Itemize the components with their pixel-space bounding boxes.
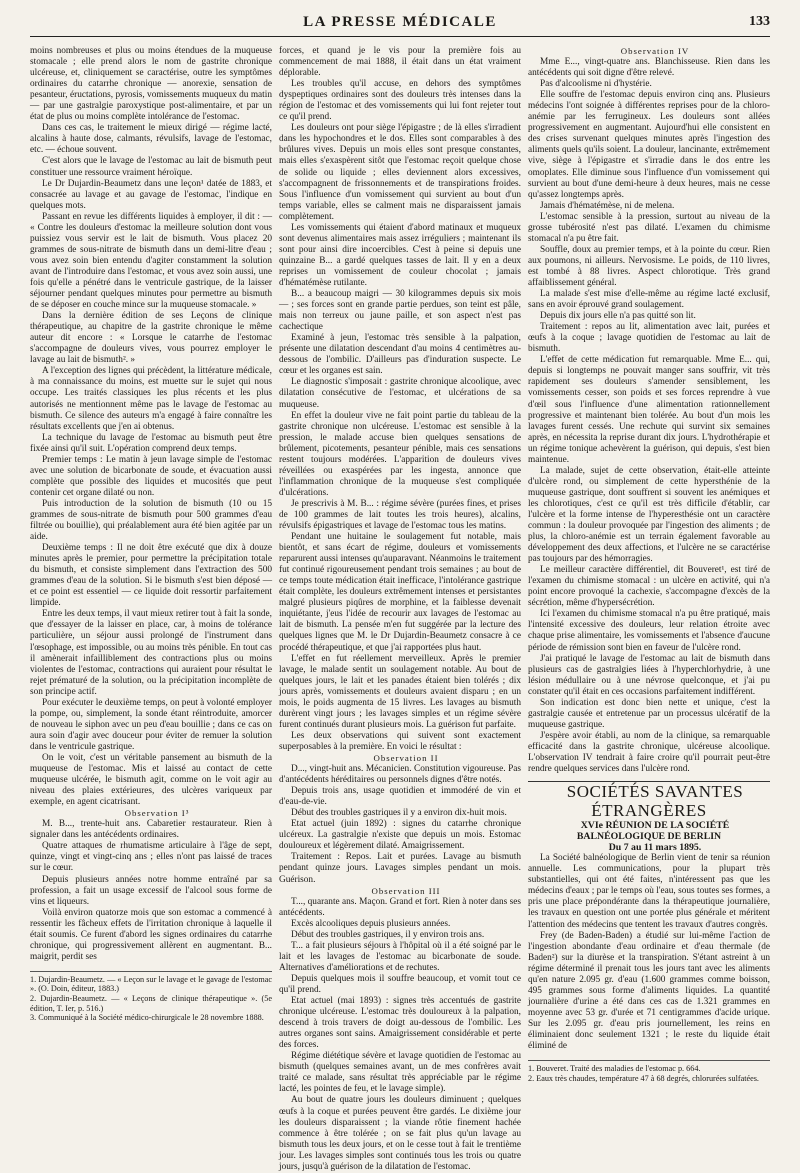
article-paragraph: Pour exécuter le deuxième temps, on peut à volonté employer la pompe, ou, simplement, la sonde étant réintroduite, amorcer de nouveau le siphon avec un peu d'eau bouillie ; dans ce cas on aura soin d'agir avec douceur pour éviter de remuer la solution dans le ventricule gastrique. xyxy=(30,697,272,752)
article-paragraph: Entre les deux temps, il vaut mieux retirer tout à fait la sonde, que d'essayer de la laisser en place, car, à moins de tolérance particulière, un séjour aussi prolongé de l'instrument dans l'œsophage, est impossible, ou au moins très pénible. En tout cas il amènerait infailliblement des contractions plus ou moins violentes de l'estomac, contractions qui auraient pour résultat le rejet prématuré de la solution, ou la précipitation incomplète de son principe actif. xyxy=(30,609,272,697)
observation-paragraph: Pas d'alcoolisme ni d'hystérie. xyxy=(540,79,652,90)
article-paragraph: forces, et quand je le vis pour la première fois au commencement de mai 1888, il était dans un état vraiment déplorable. xyxy=(279,46,521,79)
observation-paragraph: Le meilleur caractère différentiel, dit Bouveret¹, est tiré de l'examen du chimisme stomacal : un ulcère en activité, qui n'a point encore provoqué la cachexie, s'accompagne d'excès de la sécrétion, même d'hypersécrétion. xyxy=(528,565,770,609)
report-paragraph: Frey (de Baden-Baden) a étudié sur lui-même l'action de l'ingestion abondante d'eau ordinaire et d'eau thermale (de Baden²) sur la diurèse et la transpiration. S'étant astreint à un régime déterminé il prenait tous les jours tant avec les aliments qu'en nature 2.095 gr. d'eau (1.600 grammes comme boisson, 495 grammes sous forme d'aliments liquides. La quantité journalière d'urine a été dans ces cas de 1.321 grammes en moyenne avec 53 gr. d'urée et 71 centigrammes d'acide urique. Sur les 2.095 gr. d'eau pris journellement, les reins en éliminaient donc seulement 1321 ; le reste du liquide était éliminé de xyxy=(528,930,770,1052)
journal-title: LA PRESSE MÉDICALE xyxy=(303,14,497,30)
observation-heading: Observation III xyxy=(371,885,441,896)
article-paragraph: L'effet en fut réellement merveilleux. Après le premier lavage, le malade sentit un soulagement notable. Au bout de quelques jours, le lait et les panades étaient bien tolérés ; dix jours après, vomissements et douleurs avaient disparu ; en un mois, le poids augmenta de 15 livres. Les lavages au bismuth durèrent vingt jours ; les lavages simples et un régime sévère furent continués durant plusieurs mois. La guérison fut parfaite. xyxy=(279,653,521,730)
article-paragraph: Dans ces cas, le traitement le mieux dirigé — régime lacté, alcalins à haute dose, calmants, révulsifs, lavage de l'estomac, etc. — échoue souvent. xyxy=(30,123,272,156)
observation-heading: Observation II xyxy=(373,753,439,763)
observation-paragraph: La malade s'est mise d'elle-même au régime lacté exclusif, sans en avoir éprouvé grand soulagement. xyxy=(528,289,770,311)
article-paragraph: Examiné à jeun, l'estomac très sensible à la palpation, présente une dilatation descendant d'au moins 4 centimètres au-dessous de l'ombilic. D'ailleurs pas d'induration suspecte. Le cœur et les organes est sain. xyxy=(279,333,521,377)
observation-paragraph: J'ai pratiqué le lavage de l'estomac au lait de bismuth dans plusieurs cas de gastralgies liées à l'hyperchlorhydrie, à une lésion médullaire ou à une névrose quelconque, et j'ai pu constater qu'il était en ces occasions parfaitement indifférent. xyxy=(528,653,770,697)
observation-paragraph: Mme E..., vingt-quatre ans. Blanchisseuse. Rien dans les antécédents qui soit digne d'être relevé. xyxy=(528,57,770,79)
observation-paragraph: T..., quarante ans. Maçon. Grand et fort. Rien à noter dans ses antécédents. xyxy=(279,896,521,918)
section-subtitle: XVIe RÉUNION DE LA SOCIÉTÉ BALNÉOLOGIQUE DE BERLIN xyxy=(576,820,730,843)
article-paragraph: Premier temps : Le matin à jeun lavage simple de l'estomac avec une solution de bicarbonate de soude, et évacuation aussi complète que possible des liquides et mucosités que peut contenir cet organe dilaté ou non. xyxy=(30,454,272,498)
article-paragraph: Deuxième temps : Il ne doit être exécuté que dix à douze minutes après le premier, pour permettre la précipitation totale du bismuth, et consiste simplement dans l'extraction des 500 grammes d'eau de la solution. Si le bismuth s'est bien déposé — et ce point est essentiel — ce liquide doit ressortir parfaitement limpide. xyxy=(30,543,272,609)
article-paragraph: moins nombreuses et plus ou moins étendues de la muqueuse stomacale ; elle prend alors le nom de gastrite chronique ulcéreuse, et, cliniquement se caractérise, outre les symptômes ordinaires du catarrhe chronique — anorexie, sensation de pesanteur, éructations, pyrosis, vomissements muqueux du matin — par une gastralgie paroxystique post-alimentaire, et par un état de plus ou moins complète intolérance de l'estomac. xyxy=(30,46,272,123)
column-2 xyxy=(279,46,521,1172)
article-paragraph: Les vomissements qui étaient d'abord matinaux et muqueux sont devenus alimentaires mais assez irréguliers ; maintenant ils sont pour ainsi dire incoercibles. C'est à peine si depuis une quinzaine B... a gardé quelques tasses de lait. Il y en a deux reprises un vomissement de couleur chocolat ; jamais d'hématémèse rutilante. xyxy=(279,222,521,288)
observation-paragraph: Etat actuel (juin 1892) : signes du catarrhe chronique ulcéreux. La gastralgie n'existe que depuis un mois. Estomac douloureux et légèrement dilaté. Amaigrissement. xyxy=(279,819,521,852)
observation-paragraph: Traitement : Repos. Lait et purées. Lavage au bismuth pendant quinze jours. Lavages simples pendant un mois. Guérison. xyxy=(279,852,521,885)
report-paragraph: La Société balnéologique de Berlin vient de tenir sa réunion annuelle. Les communications, pour la plupart très substantielles, qui ont été faites, n'intéressent pas que les médecins d'eaux ; par le temps où l'eau, sous toutes ses formes, a pris une place prépondérante dans la thérapeutique journalière, les travaux en question ont une portée plus générale et méritent l'attention des médecins que tentent les travaux d'autres congrès. xyxy=(528,853,770,930)
footnote: 3. Communiqué à la Société médico-chirurgicale le 28 novembre 1888. xyxy=(30,1013,264,1023)
observation-paragraph: Traitement : repos au lit, alimentation avec lait, purées et œufs à la coque ; lavage quotidien de l'estomac au lait de bismuth. xyxy=(528,322,770,355)
article-paragraph: On le voit, c'est un véritable pansement au bismuth de la muqueuse de l'estomac. Mis et laissé au contact de cette muqueuse ulcérée, le bismuth agit, comme on le voit agir au niveau des plaies extérieures, des ulcères variqueux par exemple, en agent cicatrisant. xyxy=(30,753,272,808)
footnotes xyxy=(528,1060,770,1083)
footnote: 1. Bouveret. Traité des maladies de l'estomac p. 664. xyxy=(528,1064,701,1074)
section-date: Du 7 au 11 mars 1895. xyxy=(608,842,702,854)
observation-paragraph: Depuis quelques mois il souffre beaucoup, et vomit tout ce qu'il prend. xyxy=(279,973,521,995)
observation-paragraph: L'effet de cette médication fut remarquable. Mme E... qui, depuis si longtemps ne pouvait manger sans souffrir, vit très rapidement ses douleurs s'amender sensiblement, les vomissements cesser, son poids et ses forces reprendre à vue d'œil sous l'influence d'une alimentation rationnellement progressive et maintenant bien tolérée. Au bout d'un mois les lavages furent cessés. Une rechute qui survint six semaines après, en nécessita la reprise durant dix jours. L'hydrothérapie et un régime tonique achevèrent la guérison, qui depuis, s'est bien maintenue. xyxy=(528,355,770,465)
column-1 xyxy=(30,46,272,1107)
observation-paragraph: Voilà environ quatorze mois que son estomac a commencé à ressentir les fâcheux effets de l'irritation chronique à laquelle il était soumis. Ce furent d'abord les signes ordinaires du catarrhe chronique, qui progressivement allèrent en augmentant. B... maigrit, perdit ses xyxy=(30,907,272,962)
observation-heading: Observation IV xyxy=(620,46,690,56)
observation-paragraph: Depuis dix jours elle n'a pas quitté son lit. xyxy=(540,311,696,322)
footnote: 1. Dujardin-Beaumetz. — « Leçon sur le lavage et le gavage de l'estomac ». (O. Doin, éditeur, 1883.) xyxy=(30,974,272,994)
article-paragraph: Les deux observations qui suivent sont exactement superposables à la première. En voici le résultat : xyxy=(279,730,521,752)
article-paragraph: Puis introduction de la solution de bismuth (10 ou 15 grammes de sous-nitrate de bismuth pour 500 grammes d'eau filtrée ou bouillie), qui préalablement aura été bien agitée par un aide. xyxy=(30,498,272,543)
observation-heading: Observation I³ xyxy=(124,808,190,819)
observation-paragraph: J'espère avoir établi, au nom de la clinique, sa remarquable efficacité dans la gastrite chronique, ulcéreuse alcoolique. L'observation IV tendrait à faire croire qu'il pourrait peut-être rendre quelques services dans l'ulcère rond. xyxy=(528,730,770,775)
observation-paragraph: Ici l'examen du chimisme stomacal n'a pu être pratiqué, mais l'intensité excessive des douleurs, leur relation étroite avec chaque prise alimentaire, les vomissements et l'absence d'aucune période de rémission sont bien en faveur de l'ulcère rond. xyxy=(528,609,770,653)
article-paragraph: Dans la dernière édition de ses Leçons de clinique thérapeutique, au chapitre de la gastrite chronique le même auteur dit encore : « Lorsque le catarrhe de l'estomac s'accompagne de douleurs vives, vous pourrez employer le lavage au lait de bismuth². » xyxy=(30,311,272,366)
observation-paragraph: Depuis trois ans, usage quotidien et immodéré de vin et d'eau-de-vie. xyxy=(279,786,521,808)
observation-paragraph: Son indication est donc bien nette et unique, c'est la gastralgie causée et entretenue par un processus ulcératif de la muqueuse gastrique. xyxy=(528,697,770,730)
observation-paragraph: Souffle, doux au premier temps, et à la pointe du cœur. Rien aux poumons, ni ailleurs. Nervosisme. Le poids, de 110 livres, est tombé à 88 livres. Aspect chlorotique. Très grand affaiblissement général. xyxy=(528,244,770,288)
page-header xyxy=(30,14,770,37)
footnote: 2. Dujardin-Beaumetz. — « Leçons de clinique thérapeutique ». (5e édition, T. Ier, p. 516.) xyxy=(30,994,272,1013)
article-paragraph: Les troubles qu'il accuse, en dehors des symptômes dyspeptiques ordinaires sont des douleurs très intenses dans la région de l'estomac et des vomissements qui lui font rejeter tout ce qu'il prend. xyxy=(279,79,521,123)
footnotes xyxy=(30,971,272,1023)
article-paragraph: La technique du lavage de l'estomac au bismuth peut être fixée ainsi qu'il suit. L'opération comprend deux temps. xyxy=(30,432,272,454)
article-paragraph: Les douleurs ont pour siège l'épigastre ; de là elles s'irradient dans les hypochondres et le dos. Elles sont comparables à des brûlures vives. Depuis un mois elles sont presque constantes, mais elles s'exaspèrent sitôt que l'estomac reçoit quelque chose de solide ou liquide ; elles deviennent alors excessives, s'accompagnent de frissonnements et de transpirations froides. Sous l'influence d'un vomissement qui survient au bout d'un temps variable, elles se calment mais ne disparaissent jamais complètement. xyxy=(279,123,521,222)
observation-paragraph: Elle souffre de l'estomac depuis environ cinq ans. Plusieurs médecins l'ont soignée à différentes reprises pour de la chloro-anémie par les ferrugineux. Les douleurs sont allées progressivement en augmentant. Aujourd'hui elle consistent en des crises survenant quelques minutes après l'ingestion des aliments quels qu'ils soient. La douleur, lancinante, extrêmement vive, siège à l'épigastre et s'irradie dans le dos entre les omoplates. Elle diminue sous l'influence d'un vomissement qui survient au bout d'une demi-heure à deux heures, mais ne cesse qu'assez longtemps après. xyxy=(528,90,770,200)
page-number: 133 xyxy=(749,14,770,29)
observation-paragraph: Etat actuel (mai 1893) : signes très accentués de gastrite chronique ulcéreuse. L'estomac très douloureux à la palpation, descend à trois travers de doigt au-dessous de l'ombilic. Les autres organes sont sains. Amaigrissement considérable et perte des forces. xyxy=(279,996,521,1051)
observation-paragraph: T... a fait plusieurs séjours à l'hôpital où il a été soigné par le lait et les lavages de l'estomac au bicarbonate de soude. Alternatives d'améliorations et de rechutes. xyxy=(279,940,521,973)
article-paragraph: A l'exception des lignes qui précèdent, la littérature médicale, à ma connaissance du moins, est muette sur le sujet qui nous occupe. Les traités classiques les plus récents et les plus autorisés ne mentionnent même pas le lavage de l'estomac au bismuth. Ce silence des auteurs m'a engagé à faire connaître les résultats excellents que j'en ai obtenus. xyxy=(30,366,272,432)
footnote: 2. Eaux très chaudes, température 47 à 68 degrés, chlorurées sulfatées. xyxy=(528,1073,759,1083)
observation-paragraph: Début des troubles gastriques il y a environ dix-huit mois. xyxy=(291,808,507,819)
article-paragraph: Je prescrivis à M. B... : régime sévère (purées fines, et prises de 100 grammes de lait toutes les trois heures), alcalins, révulsifs épigastriques et lavage de l'estomac tous les matins. xyxy=(279,498,521,532)
column-3 xyxy=(528,46,770,1107)
observation-paragraph: La malade, sujet de cette observation, était-elle atteinte d'ulcère rond, ou simplement de cette hypersthénie de la muqueuse gastrique, dont souffrent si souvent les anémiques et les chlorotiques, c'est ce qu'il est très difficile d'établir, car l'ulcère et la forme intense de l'hyperesthésie ont un caractère commun : la douleur provoquée par l'ingestion des aliments ; de plus, la chloro-anémie est un terrain également favorable au développement des deux affections, et l'ulcère ne se caractérise pas toujours par des hémorragies. xyxy=(528,465,770,565)
observation-paragraph: Au bout de quatre jours les douleurs diminuent ; quelques œufs à la coque et purées peuvent être gardés. Le dixième jour les douleurs disparaissent ; la viande rôtie finement hachée commence à être tolérée ; on se fait plus qu'un lavage au bismuth tous les deux jours, et on le cesse tout à fait le trentième jour. Les lavages simples sont continués tous les trois ou quatre jours, jusqu'à guérison de la dilatation de l'estomac. xyxy=(279,1095,521,1172)
observation-paragraph: Quatre attaques de rhumatisme articulaire à l'âge de sept, quinze, vingt et vingt-cinq ans ; elles n'ont pas laissé de traces sur le cœur. xyxy=(30,841,272,874)
observation-paragraph: Depuis plusieurs années notre homme entraîné par sa profession, a fait un usage excessif de l'alcool sous forme de vins et liqueurs. xyxy=(30,874,272,907)
observation-paragraph: D..., vingt-huit ans. Mécanicien. Constitution vigoureuse. Pas d'antécédents héréditaires ou personnels dignes d'être notés. xyxy=(279,764,521,786)
section-title: SOCIÉTÉS SAVANTES ÉTRANGÈRES xyxy=(566,782,744,821)
article-paragraph: En effet la douleur vive ne fait point partie du tableau de la gastrite chronique non ulcéreuse. L'estomac est sensible à la pression, le malade accuse bien quelques sensations de brûlement, picotements, pesanteur pénible, mais ces sensations restent toujours modérées. L'apparition de douleurs vives réveillées ou exaspérées par les ingesta, annonce que l'inflammation chronique de la muqueuse s'est compliquée d'ulcérations. xyxy=(279,410,521,498)
observation-paragraph: Régime diététique sévère et lavage quotidien de l'estomac au bismuth (quelques semaines avant, un de mes confrères avait traité ce malade, sans résultat très appréciable par le régime lacté, les pointes de feu, et le lavage simple). xyxy=(279,1051,521,1095)
article-paragraph: B... a beaucoup maigri — 30 kilogrammes depuis six mois — ; ses forces sont en grande partie perdues, son teint est pâle, mais non terreux ou jaune paille, et son aspect n'est pas cachectique xyxy=(279,289,521,333)
article-paragraph: Pendant une huitaine le soulagement fut notable, mais bientôt, et sans écart de régime, douleurs et vomissements reparurent aussi intenses qu'auparavant. Néanmoins le traitement fut continué rigoureusement pendant trois semaines ; au bout de ce temps toute médication était inefficace, l'intolérance gastrique était complète, les douleurs extrêmement intenses et persistantes malgré plusieurs piqûres de morphine, et la faiblesse devenait inquiétante, j'eus l'idée de recourir aux lavages de l'estomac au lait de bismuth. La pensée m'en fut suggérée par la lecture des quelques lignes que M. le Dr Dujardin-Beaumetz consacre à ce procédé thérapeutique, et que j'ai rapportées plus haut. xyxy=(279,532,521,653)
observation-paragraph: M. B..., trente-huit ans. Cabaretier restaurateur. Rien à signaler dans les antécédents ordinaires. xyxy=(30,819,272,841)
observation-paragraph: L'estomac sensible à la pression, surtout au niveau de la grosse tubérosité n'est pas dilaté. L'examen du chimisme stomacal n'a pu être fait. xyxy=(528,211,770,244)
article-paragraph: Le diagnostic s'imposait : gastrite chronique alcoolique, avec dilatation consécutive de l'estomac, et ulcérations de sa muqueuse. xyxy=(279,377,521,410)
article-paragraph: C'est alors que le lavage de l'estomac au lait de bismuth peut constituer une ressource vraiment héroïque. xyxy=(30,156,272,178)
article-paragraph: Passant en revue les différents liquides à employer, il dit : — « Contre les douleurs d'estomac la meilleure solution dont vous puissiez vous servir est le lait de bismuth. Vous placez 20 grammes de sous-nitrate de bismuth dans un demi-litre d'eau ; vous avez soin bien entendu d'agiter constamment la solution avant de l'introduire dans l'estomac, et vous avez soin aussi, une fois qu'elle a pénétré dans le ventricule gastrique, de la laisser séjourner pendant quelques minutes pour permettre au bismuth de se déposer en couche mince sur la muqueuse stomacale. » xyxy=(30,211,272,311)
observation-paragraph: Excès alcooliques depuis plusieurs années. xyxy=(291,918,451,929)
article-paragraph: Le Dr Dujardin-Beaumetz dans une leçon¹ datée de 1883, et consacrée au lavage et au gavage de l'estomac, l'indique en quelques mots. xyxy=(30,178,272,211)
observation-paragraph: Début des troubles gastriques, il y environ trois ans. xyxy=(291,929,485,940)
observation-paragraph: Jamais d'hématémèse, ni de melena. xyxy=(540,200,675,211)
